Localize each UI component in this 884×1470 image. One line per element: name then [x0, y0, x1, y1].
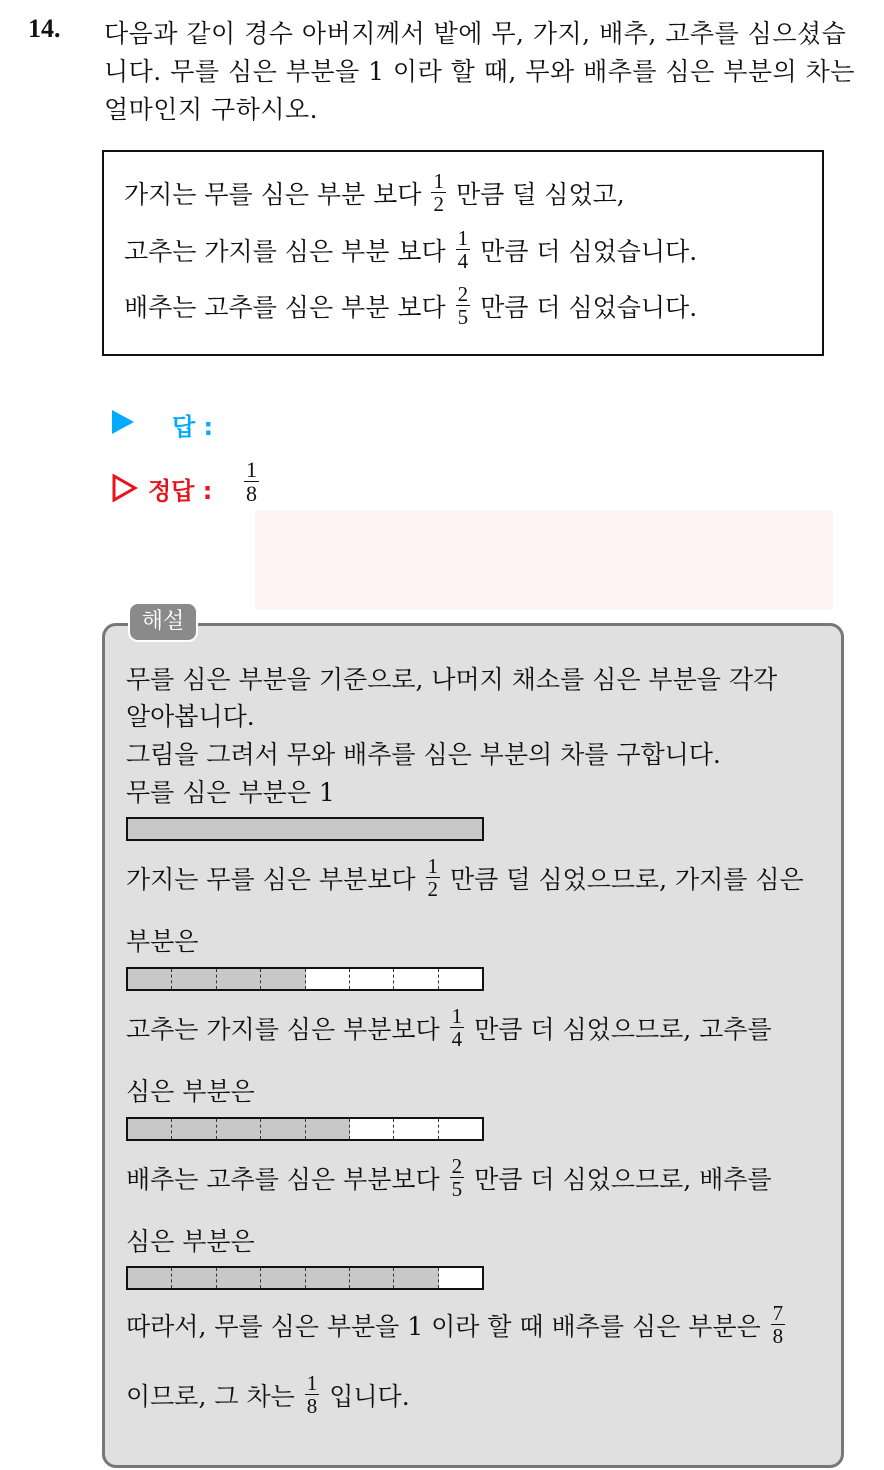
answer-label: 답 : [172, 413, 214, 441]
bar-segment [217, 1119, 261, 1139]
bar-segment [439, 1119, 482, 1139]
step-pepper: 고추는 가지를 심은 부분보다 $\frac{1}{4}$ 만큼 더 심었으므로, 고추를 [126, 1004, 772, 1052]
condition-text: 만큼 덜 심었고, [455, 179, 625, 209]
correct-value: $\frac{1}{8}$ [246, 457, 257, 507]
question-number: 14. [28, 14, 61, 43]
conclusion-line: 따라서, 무를 심은 부분을 1 이라 할 때 배추를 심은 부분은 $\frac{7}{8}$ [126, 1301, 784, 1349]
bar-segment [306, 969, 350, 989]
fraction: $\frac{7}{8}$ [772, 1301, 784, 1349]
bar-segment [261, 1268, 305, 1288]
condition-text: 만큼 더 심었습니다. [480, 236, 698, 266]
bar-eggplant [126, 967, 484, 991]
bar-segment [306, 1119, 350, 1139]
bar-segment [172, 1119, 216, 1139]
fraction: $\frac{2}{5}$ [451, 1154, 463, 1202]
bar-segment [261, 1119, 305, 1139]
bar-segment [128, 969, 172, 989]
fraction: $\frac{1}{8}$ [306, 1371, 318, 1419]
bar-segment [439, 969, 482, 989]
bar-cabbage [126, 1266, 484, 1290]
bar-segment [172, 1268, 216, 1288]
background-tint [255, 510, 833, 610]
final-line: 이므로, 그 차는 $\frac{1}{8}$ 입니다. [126, 1371, 410, 1419]
bar-segment [350, 969, 394, 989]
fraction: $\frac{2}{5}$ [457, 282, 469, 330]
explanation-line: 심은 부분은 [126, 1077, 255, 1106]
fraction: $\frac{1}{4}$ [451, 1004, 463, 1052]
step-eggplant: 가지는 무를 심은 부분보다 $\frac{1}{2}$ 만큼 덜 심었으므로, 가지를 심은 [126, 854, 804, 902]
fraction: $\frac{1}{2}$ [433, 169, 444, 217]
step-cabbage: 배추는 고추를 심은 부분보다 $\frac{2}{5}$ 만큼 더 심었으므로, 배추를 [126, 1154, 772, 1202]
condition-text: 만큼 더 심었습니다. [480, 292, 698, 322]
bar-segment [394, 969, 438, 989]
question-text-line-2: 니다. 무를 심은 부분을 1 이라 할 때, 무와 배추를 심은 부분의 차는 [104, 57, 855, 86]
question-text-line-1: 다음과 같이 경수 아버지께서 밭에 무, 가지, 배추, 고추를 심으셨습 [104, 19, 847, 48]
bar-segment [261, 969, 305, 989]
condition-text: 고추는 가지를 심은 부분 보다 [124, 236, 446, 266]
bar-segment [217, 1268, 261, 1288]
bar-segment [394, 1119, 438, 1139]
correct-arrow-icon [112, 474, 138, 502]
explanation-line: 알아봅니다. [126, 702, 255, 731]
bar-segment [306, 1268, 350, 1288]
bar-radish [126, 817, 484, 841]
bar-pepper [126, 1117, 484, 1141]
explanation-line: 부분은 [126, 927, 199, 956]
bar-segment [128, 1268, 172, 1288]
explanation-line: 심은 부분은 [126, 1227, 255, 1256]
answer-arrow-icon [112, 410, 134, 434]
bar-segment [394, 1268, 438, 1288]
explanation-line: 그림을 그려서 무와 배추를 심은 부분의 차를 구합니다. [126, 740, 721, 769]
explanation-tab: 해설 [128, 602, 198, 642]
fraction: $\frac{1}{2}$ [427, 854, 438, 902]
bar-segment [350, 1268, 394, 1288]
condition-line-3 [124, 283, 697, 328]
condition-line-2 [124, 227, 697, 272]
bar-segment [350, 1119, 394, 1139]
explanation-line: 무를 심은 부분은 1 [126, 778, 335, 807]
bar-segment [172, 969, 216, 989]
condition-text: 배추는 고추를 심은 부분 보다 [124, 292, 446, 322]
bar-segment [439, 1268, 482, 1288]
condition-line-1 [124, 170, 625, 215]
question-text-line-3: 얼마인지 구하시오. [104, 95, 319, 124]
explanation-line: 무를 심은 부분을 기준으로, 나머지 채소를 심은 부분을 각각 [126, 665, 778, 694]
fraction: $\frac{1}{4}$ [457, 226, 469, 274]
bar-segment [217, 969, 261, 989]
bar-segment [128, 1119, 172, 1139]
correct-label: 정답 : [148, 477, 213, 505]
condition-text: 가지는 무를 심은 부분 보다 [124, 179, 422, 209]
